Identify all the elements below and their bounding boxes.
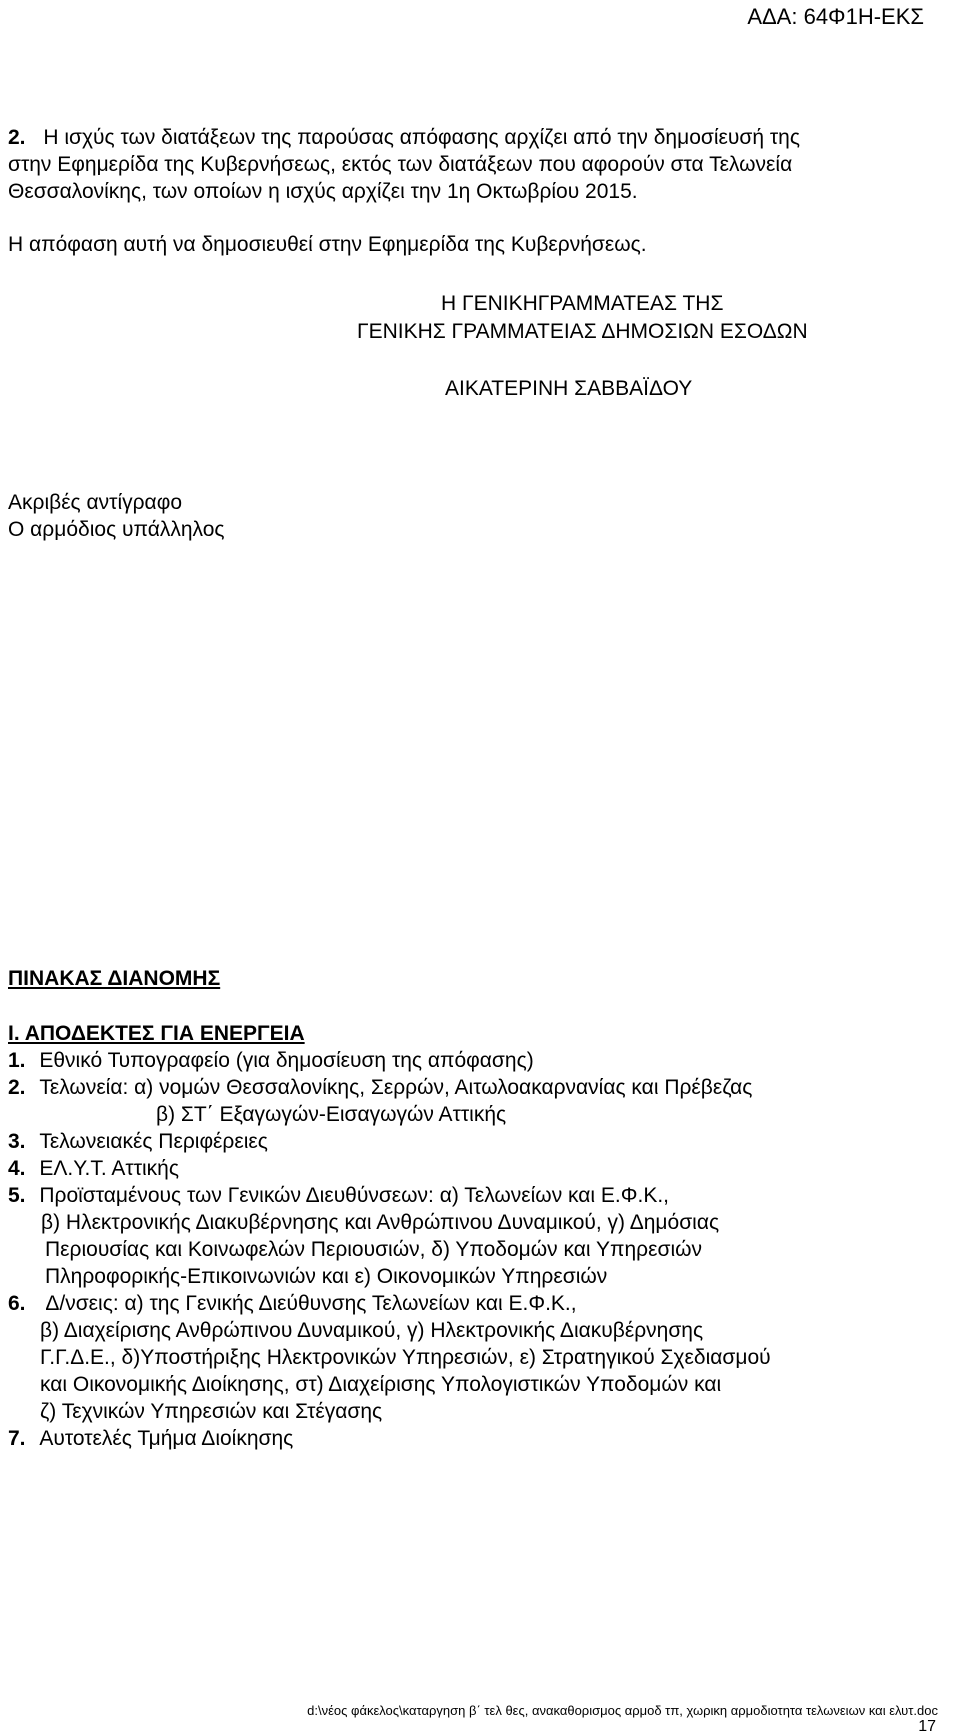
list-number: 7. [8, 1427, 26, 1450]
list-number: 4. [8, 1157, 26, 1180]
list-item [8, 1075, 752, 1101]
list-text: Δ/νσεις: α) της Γενικής Διεύθυνσης Τελωνείων και Ε.Φ.Κ., [45, 1292, 577, 1315]
file-path-footer: d:\νέος φάκελος\καταργηση β΄ τελ θες, ανακαθορισμος αρμοδ τπ, χωρικη αρμοδιοτητα τελωνειων και ελυτ.doc [307, 1703, 938, 1718]
list-number: 1. [8, 1049, 26, 1072]
paragraph-2-line-1 [8, 125, 800, 151]
list-item-continuation: β) ΣΤ΄ Εξαγωγών-Εισαγωγών Αττικής [156, 1103, 507, 1126]
signatory-name: ΑΙΚΑΤΕΡΙΝΗ ΣΑΒΒΑΪΔΟΥ [445, 377, 693, 400]
list-item-continuation: Γ.Γ.Δ.Ε., δ)Υποστήριξης Ηλεκτρονικών Υπηρεσιών, ε) Στρατηγικού Σχεδιασμού [40, 1346, 771, 1369]
signatory-title-1: Η ΓΕΝΙΚΗΓΡΑΜΜΑΤΕΑΣ ΤΗΣ [441, 292, 724, 315]
list-item-continuation: Πληροφορικής-Επικοινωνιών και ε) Οικονομικών Υπηρεσιών [45, 1265, 608, 1288]
list-item-continuation: και Οικονομικής Διοίκησης, στ) Διαχείρισης Υπολογιστικών Υποδομών και [40, 1373, 722, 1396]
list-item-continuation: Περιουσίας και Κοινωφελών Περιουσιών, δ) Υποδομών και Υπηρεσιών [45, 1238, 703, 1261]
list-item [8, 1156, 179, 1182]
page-number: 17 [918, 1718, 936, 1735]
list-item [8, 1048, 534, 1074]
signatory-title-2: ΓΕΝΙΚΗΣ ΓΡΑΜΜΑΤΕΙΑΣ ΔΗΜΟΣΙΩΝ ΕΣΟΔΩΝ [357, 320, 808, 343]
ada-code: ΑΔΑ: 64Φ1Η-ΕΚΣ [747, 4, 924, 29]
list-item-continuation: β) Διαχείρισης Ανθρώπινου Δυναμικού, γ) Ηλεκτρονικής Διακυβέρνησης [40, 1319, 704, 1342]
paragraph-number: 2. [8, 126, 26, 149]
list-item [8, 1291, 577, 1317]
paragraph-2-line-2: στην Εφημερίδα της Κυβερνήσεως, εκτός των διατάξεων που αφορούν στα Τελωνεία [8, 153, 793, 176]
certified-copy: Ακριβές αντίγραφο [8, 491, 182, 514]
list-text: ΕΛ.Υ.Τ. Αττικής [39, 1157, 179, 1180]
list-number: 2. [8, 1076, 26, 1099]
list-number: 6. [8, 1292, 26, 1315]
list-text: Τελωνεία: α) νομών Θεσσαλονίκης, Σερρών, Αιτωλοακαρνανίας και Πρέβεζας [39, 1076, 753, 1099]
paragraph-2-line-3: Θεσσαλονίκης, των οποίων η ισχύς αρχίζει την 1η Οκτωβρίου 2015. [8, 180, 638, 203]
list-text: Αυτοτελές Τμήμα Διοίκησης [39, 1427, 294, 1450]
list-item-continuation: ζ) Τεχνικών Υπηρεσιών και Στέγασης [40, 1400, 383, 1423]
distribution-title: ΠΙΝΑΚΑΣ ΔΙΑΝΟΜΗΣ [8, 967, 221, 990]
list-text: Εθνικό Τυπογραφείο (για δημοσίευση της απόφασης) [39, 1049, 534, 1072]
list-text: Τελωνειακές Περιφέρειες [39, 1130, 268, 1153]
publication-order: Η απόφαση αυτή να δημοσιευθεί στην Εφημερίδα της Κυβερνήσεως. [8, 233, 647, 256]
recipients-section: Ι. ΑΠΟΔΕΚΤΕΣ ΓΙΑ ΕΝΕΡΓΕΙΑ [8, 1022, 305, 1045]
list-item-continuation: β) Ηλεκτρονικής Διακυβέρνησης και Ανθρώπινου Δυναμικού, γ) Δημόσιας [41, 1211, 720, 1234]
list-number: 5. [8, 1184, 26, 1207]
list-item [8, 1183, 669, 1209]
responsible-employee: Ο αρμόδιος υπάλληλος [8, 518, 225, 541]
list-item [8, 1129, 268, 1155]
list-item [8, 1426, 293, 1452]
paragraph-text: Η ισχύς των διατάξεων της παρούσας απόφασης αρχίζει από την δημοσίευσή της [43, 126, 800, 149]
list-text: Προϊσταμένους των Γενικών Διευθύνσεων: α) Τελωνείων και Ε.Φ.Κ., [39, 1184, 670, 1207]
list-number: 3. [8, 1130, 26, 1153]
